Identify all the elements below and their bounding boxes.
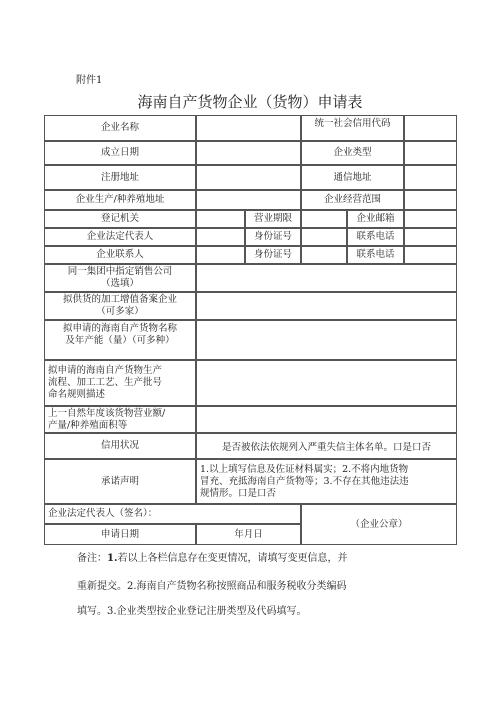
company-seal-cell [301,504,457,545]
company-name-label: 企业名称 [44,115,196,141]
revenue-label-line2: 产量/种养殖面积等 [48,419,128,431]
process-desc-label-line2: 流程、加工工艺、生产批号 [48,377,163,388]
apply-date-label: 申请日期 [44,524,196,545]
production-address-label: 企业生产/种养殖地址 [44,190,196,210]
contact-label: 企业联系人 [44,246,196,264]
goods-name-field[interactable] [196,320,457,360]
credit-status-text: 是否被依法依规列入严重失信主体名单。口是口否 [221,442,431,453]
email-field[interactable] [404,210,457,228]
notes-bold-number: 1. [107,553,118,564]
contact-id-label: 身份证号 [245,246,301,264]
revenue-field[interactable] [196,406,457,433]
process-desc-label-line1: 拟申请的海南自产货物生产 [48,365,163,376]
commitment-line2: 冒充、充抵海南自产货物等；3.不存在其他违法违 [200,475,409,487]
legal-rep-signature-label: 企业法定代表人（签名）： [48,508,158,519]
vat-company-label-line1: 拟供货的加工增值备案企业 [62,294,177,305]
notes-line-2: 重新提交。2.海南自产货物名称按照商品和服务税收分类编码 [77,581,347,592]
company-seal-label: （企业公章） [350,518,408,530]
notes-line-3: 填写。3.企业类型按企业登记注册类型及代码填写。 [77,606,307,617]
revenue-label-line1: 上一自然年度该货物营业额/ [48,407,166,419]
license-term-label: 营业期限 [245,210,301,228]
email-label: 企业邮箱 [347,210,404,228]
sales-company-label-line1: 同一集团中指定销售公司 [67,266,173,277]
notes-line-1 [77,549,347,564]
contact-phone-label: 联系电话 [347,246,404,264]
sales-company-field[interactable] [196,264,457,292]
vat-company-field[interactable] [196,292,457,320]
application-form-table [44,115,457,545]
commitment-line1: 1.以上填写信息及佐证材料属实；2.不将内地货物 [200,463,409,475]
form-title: 海南自产货物企业（货物）申请表 [137,93,363,111]
credit-status-field[interactable] [196,433,457,459]
established-date-field[interactable] [196,141,301,165]
commitment-field[interactable] [196,459,457,504]
vat-company-label-line2: （可多家） [96,306,144,317]
commitment-label: 承诺声明 [44,459,196,504]
vat-company-label [44,292,196,320]
legal-rep-phone-label: 联系电话 [347,228,404,246]
attachment-label: 附件1 [76,75,103,86]
contact-id-field[interactable] [301,246,347,264]
notes-prefix: 备注： [77,553,107,564]
process-desc-label [44,360,196,406]
credit-status-label: 信用状况 [44,433,196,459]
company-type-label: 企业类型 [301,141,404,165]
reg-address-label: 注册地址 [44,165,196,190]
sales-company-label [44,264,196,292]
legal-rep-id-label: 身份证号 [245,228,301,246]
production-address-field[interactable] [196,190,301,210]
credit-code-field[interactable] [404,115,457,141]
goods-name-label [44,320,196,360]
goods-name-label-line1: 拟申请的海南自产货物名称 [62,323,177,334]
process-desc-field[interactable] [196,360,457,406]
credit-code-label: 统一社会信用代码 [301,115,404,141]
company-type-field[interactable] [404,141,457,165]
commitment-line3: 规情形。口是口否 [200,487,277,499]
legal-rep-label: 企业法定代表人 [44,228,196,246]
mail-address-field[interactable] [404,165,457,190]
reg-address-field[interactable] [196,165,301,190]
contact-field[interactable] [196,246,245,264]
sales-company-label-line2: （选填） [100,278,139,289]
apply-date-field[interactable] [196,524,301,545]
legal-rep-signature[interactable] [44,504,301,524]
notes-line-1-text: 若以上各栏信息存在变更情况，请填写变更信息，并 [117,553,348,564]
legal-rep-phone-field[interactable] [404,228,457,246]
process-desc-label-line3: 命名规则描述 [48,389,106,400]
established-date-label: 成立日期 [44,141,196,165]
contact-phone-field[interactable] [404,246,457,264]
business-scope-label: 企业经营范围 [301,190,404,210]
reg-authority-field[interactable] [196,210,245,228]
revenue-label [44,406,196,433]
goods-name-label-line2: 及年产能（量）（可多种） [65,335,175,346]
license-term-field[interactable] [301,210,347,228]
legal-rep-id-field[interactable] [301,228,347,246]
legal-rep-field[interactable] [196,228,245,246]
business-scope-field[interactable] [404,190,457,210]
reg-authority-label: 登记机关 [44,210,196,228]
apply-date-value: 年月日 [234,528,263,540]
mail-address-label: 通信地址 [301,165,404,190]
company-name-field[interactable] [196,115,301,141]
